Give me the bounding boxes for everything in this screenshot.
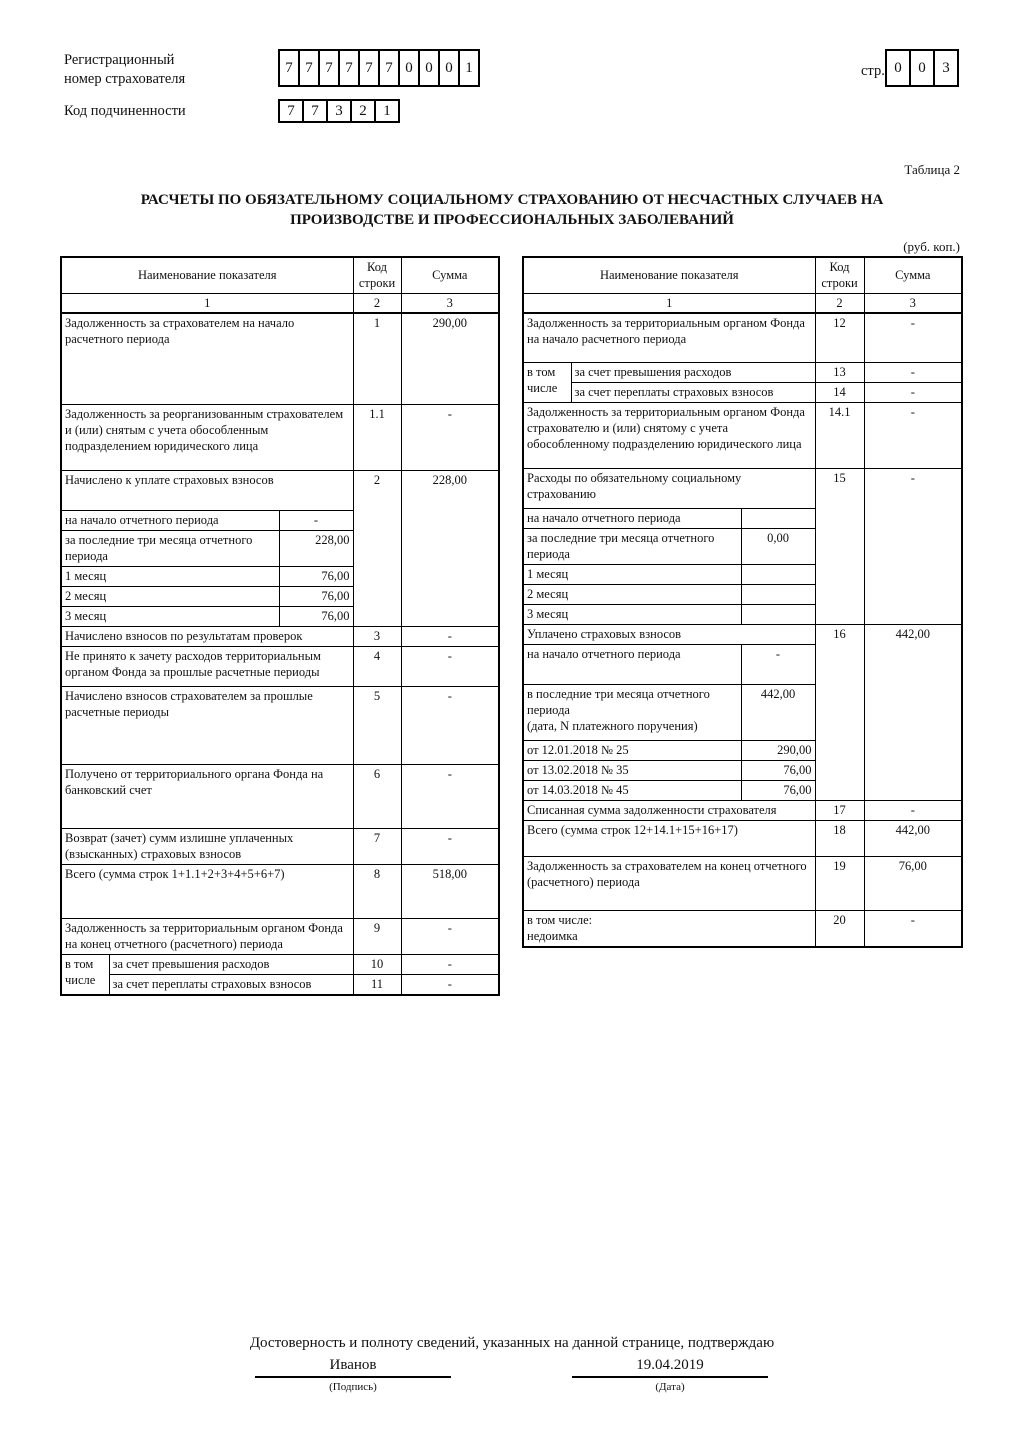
header-code — [815, 257, 864, 293]
reg-digit: 7 — [378, 49, 400, 87]
subrow-value: 76,00 — [279, 587, 353, 607]
row-sum: - — [864, 801, 962, 821]
including-line2: числе — [527, 381, 558, 395]
row-sum: 442,00 — [864, 625, 962, 801]
reg-digit: 7 — [318, 49, 340, 87]
table-row — [61, 627, 499, 647]
reg-digit: 1 — [458, 49, 480, 87]
table-subrow — [523, 383, 962, 403]
subrow-value: 76,00 — [279, 567, 353, 587]
reg-number-label — [64, 51, 185, 89]
header-code-line1: Код — [367, 260, 388, 275]
subrow-name: 3 месяц — [523, 605, 741, 625]
page-title — [60, 190, 964, 230]
table-row — [523, 801, 962, 821]
row-sum: - — [864, 313, 962, 363]
table-row — [61, 829, 499, 865]
subrow-name-text: в последние три месяца отчетного периода — [527, 687, 710, 717]
date-line — [572, 1376, 768, 1378]
signature-line — [255, 1376, 451, 1378]
reg-digit: 0 — [438, 49, 460, 87]
left-table — [60, 256, 500, 996]
table-subrow — [523, 363, 962, 383]
subrow-name: на начало отчетного периода — [523, 509, 741, 529]
table-row — [523, 313, 962, 363]
reg-label-line1: Регистрационный — [64, 52, 175, 68]
row-name-line1: в том числе: — [527, 913, 593, 927]
table-row — [523, 625, 962, 645]
row-name: Начислено взносов по результатам проверок — [61, 627, 353, 647]
subrow-name: на начало отчетного периода — [523, 645, 741, 685]
row-code: 2 — [353, 471, 401, 627]
units-label: (руб. коп.) — [903, 239, 960, 254]
col-num-3: 3 — [864, 293, 962, 313]
table-row — [61, 471, 499, 511]
row-code: 13 — [815, 363, 864, 383]
table-subrow — [61, 975, 499, 995]
including-line2: числе — [65, 973, 96, 987]
row-name: Задолженность за страхователем на начало расчетного периода — [61, 313, 353, 405]
row-code: 6 — [353, 765, 401, 829]
row-sum: - — [864, 469, 962, 625]
row-code: 18 — [815, 821, 864, 857]
page-title-line1: РАСЧЕТЫ ПО ОБЯЗАТЕЛЬНОМУ СОЦИАЛЬНОМУ СТРАХОВАНИЮ ОТ НЕСЧАСТНЫХ СЛУЧАЕВ НА — [140, 192, 884, 208]
reg-digit: 7 — [278, 49, 300, 87]
row-code: 10 — [353, 955, 401, 975]
including-line1: в том — [527, 365, 556, 379]
col-num-1: 1 — [523, 293, 815, 313]
table-row — [523, 469, 962, 509]
row-name: Задолженность за территориальным органом Фонда страхователю и (или) снятому с учета обособленному подразделению юридического лица — [523, 403, 815, 469]
row-name: Расходы по обязательному социальному страхованию — [523, 469, 815, 509]
col-num-2: 2 — [815, 293, 864, 313]
reg-number-cells — [280, 49, 480, 87]
page-title-line2: ПРОИЗВОДСТВЕ И ПРОФЕССИОНАЛЬНЫХ ЗАБОЛЕВАНИЙ — [290, 212, 734, 228]
row-code: 17 — [815, 801, 864, 821]
including-label — [61, 955, 109, 995]
right-table — [522, 256, 963, 948]
header-sum: Сумма — [864, 257, 962, 293]
row-name: за счет превышения расходов — [571, 363, 815, 383]
including-label — [523, 363, 571, 403]
header-code — [353, 257, 401, 293]
subrow-note: (дата, N платежного поручения) — [527, 719, 698, 733]
reg-digit: 0 — [418, 49, 440, 87]
row-code: 19 — [815, 857, 864, 911]
sub-digit: 7 — [302, 99, 328, 123]
row-sum: - — [401, 765, 499, 829]
page-digit: 0 — [885, 49, 911, 87]
subrow-name: 1 месяц — [61, 567, 279, 587]
table-row — [61, 865, 499, 919]
header-name: Наименование показателя — [61, 257, 353, 293]
page-number-cells — [887, 49, 959, 87]
row-code: 20 — [815, 911, 864, 947]
row-code: 9 — [353, 919, 401, 955]
signature-caption: (Подпись) — [329, 1381, 377, 1393]
row-code: 7 — [353, 829, 401, 865]
row-sum: - — [864, 383, 962, 403]
subrow-name: 2 месяц — [61, 587, 279, 607]
subrow-value: 0,00 — [741, 529, 815, 565]
signer-name: Иванов — [329, 1357, 377, 1373]
row-name: за счет переплаты страховых взносов — [571, 383, 815, 403]
row-name: Всего (сумма строк 12+14.1+15+16+17) — [523, 821, 815, 857]
confirmation-text: Достоверность и полноту сведений, указанных на данной странице, подтверждаю — [249, 1335, 775, 1351]
row-code: 5 — [353, 687, 401, 765]
table-subrow — [61, 955, 499, 975]
row-name: Возврат (зачет) сумм излишне уплаченных (взысканных) страховых взносов — [61, 829, 353, 865]
reg-digit: 7 — [338, 49, 360, 87]
subrow-value — [741, 585, 815, 605]
header-sum: Сумма — [401, 257, 499, 293]
table-row — [523, 403, 962, 469]
row-code: 16 — [815, 625, 864, 801]
row-sum: - — [401, 829, 499, 865]
row-sum: 290,00 — [401, 313, 499, 405]
payment-order: от 14.03.2018 № 45 — [523, 781, 741, 801]
row-name — [523, 911, 815, 947]
table-row — [61, 647, 499, 687]
reg-digit: 0 — [398, 49, 420, 87]
sub-digit: 3 — [326, 99, 352, 123]
reg-digit: 7 — [298, 49, 320, 87]
header-row — [61, 257, 499, 293]
row-code: 14 — [815, 383, 864, 403]
row-name: Задолженность за реорганизованным страхователем и (или) снятым с учета обособленным подразделением юридического лица — [61, 405, 353, 471]
col-num-2: 2 — [353, 293, 401, 313]
subrow-name — [523, 685, 741, 741]
header-code-line2: строки — [821, 276, 858, 291]
row-sum: - — [401, 975, 499, 995]
table-row — [61, 687, 499, 765]
col-num-1: 1 — [61, 293, 353, 313]
table-row — [61, 765, 499, 829]
row-name: Начислено к уплате страховых взносов — [61, 471, 353, 511]
payment-value: 76,00 — [741, 781, 815, 801]
subrow-value: 228,00 — [279, 531, 353, 567]
table-row — [523, 911, 962, 947]
subrow-name: на начало отчетного периода — [61, 511, 279, 531]
row-code: 11 — [353, 975, 401, 995]
row-name: Начислено взносов страхователем за прошлые расчетные периоды — [61, 687, 353, 765]
row-sum: 518,00 — [401, 865, 499, 919]
table-row — [523, 821, 962, 857]
subrow-value — [741, 565, 815, 585]
payment-order: от 12.01.2018 № 25 — [523, 741, 741, 761]
subordination-label: Код подчиненности — [64, 103, 186, 119]
row-sum: - — [401, 627, 499, 647]
row-sum: - — [864, 911, 962, 947]
row-sum: 228,00 — [401, 471, 499, 627]
row-sum: - — [401, 919, 499, 955]
subordination-cells — [280, 99, 400, 123]
row-code: 14.1 — [815, 403, 864, 469]
date-caption: (Дата) — [655, 1381, 685, 1393]
payment-value: 290,00 — [741, 741, 815, 761]
subrow-name: за последние три месяца отчетного периода — [61, 531, 279, 567]
row-name: Получено от территориального органа Фонда на банковский счет — [61, 765, 353, 829]
row-sum: - — [864, 403, 962, 469]
row-code: 15 — [815, 469, 864, 625]
table-caption: Таблица 2 — [904, 162, 960, 177]
row-code: 1.1 — [353, 405, 401, 471]
row-name-line2: недоимка — [527, 929, 578, 943]
subrow-name: за последние три месяца отчетного периода — [523, 529, 741, 565]
payment-value: 76,00 — [741, 761, 815, 781]
row-code: 8 — [353, 865, 401, 919]
row-name: Всего (сумма строк 1+1.1+2+3+4+5+6+7) — [61, 865, 353, 919]
header-name: Наименование показателя — [523, 257, 815, 293]
row-sum: - — [401, 955, 499, 975]
table-row — [523, 857, 962, 911]
table-row — [61, 919, 499, 955]
row-sum: - — [401, 405, 499, 471]
row-code: 4 — [353, 647, 401, 687]
sub-digit: 1 — [374, 99, 400, 123]
page-label: стр. — [861, 63, 885, 79]
column-numbers-row — [523, 293, 962, 313]
subrow-name: 1 месяц — [523, 565, 741, 585]
table-row — [61, 405, 499, 471]
subrow-value: 442,00 — [741, 685, 815, 741]
page-digit: 3 — [933, 49, 959, 87]
row-name: Не принято к зачету расходов территориальным органом Фонда за прошлые расчетные периоды — [61, 647, 353, 687]
row-sum: 76,00 — [864, 857, 962, 911]
row-sum: 442,00 — [864, 821, 962, 857]
column-numbers-row — [61, 293, 499, 313]
row-name: Уплачено страховых взносов — [523, 625, 815, 645]
subrow-value: 76,00 — [279, 607, 353, 627]
subrow-name: 3 месяц — [61, 607, 279, 627]
subrow-value — [741, 509, 815, 529]
row-name: Задолженность за территориальным органом Фонда на начало расчетного периода — [523, 313, 815, 363]
subrow-value: - — [741, 645, 815, 685]
signature-date: 19.04.2019 — [636, 1357, 704, 1373]
row-name: Задолженность за страхователем на конец отчетного (расчетного) периода — [523, 857, 815, 911]
row-name: Списанная сумма задолженности страхователя — [523, 801, 815, 821]
subrow-value — [741, 605, 815, 625]
header-code-line2: строки — [358, 276, 396, 291]
sub-digit: 7 — [278, 99, 304, 123]
row-sum: - — [401, 647, 499, 687]
col-num-3: 3 — [401, 293, 499, 313]
including-line1: в том — [65, 957, 94, 971]
reg-label-line2: номер страхователя — [64, 71, 186, 87]
header-row — [523, 257, 962, 293]
row-name: Задолженность за территориальным органом Фонда на конец отчетного (расчетного) периода — [61, 919, 353, 955]
reg-digit: 7 — [358, 49, 380, 87]
sub-digit: 2 — [350, 99, 376, 123]
subrow-name: 2 месяц — [523, 585, 741, 605]
header-code-line1: Код — [829, 260, 850, 275]
page-digit: 0 — [909, 49, 935, 87]
row-code: 12 — [815, 313, 864, 363]
row-sum: - — [401, 687, 499, 765]
subrow-value: - — [279, 511, 353, 531]
table-row — [61, 313, 499, 405]
row-code: 3 — [353, 627, 401, 647]
row-name: за счет переплаты страховых взносов — [109, 975, 353, 995]
payment-order: от 13.02.2018 № 35 — [523, 761, 741, 781]
row-code: 1 — [353, 313, 401, 405]
row-name: за счет превышения расходов — [109, 955, 353, 975]
row-sum: - — [864, 363, 962, 383]
